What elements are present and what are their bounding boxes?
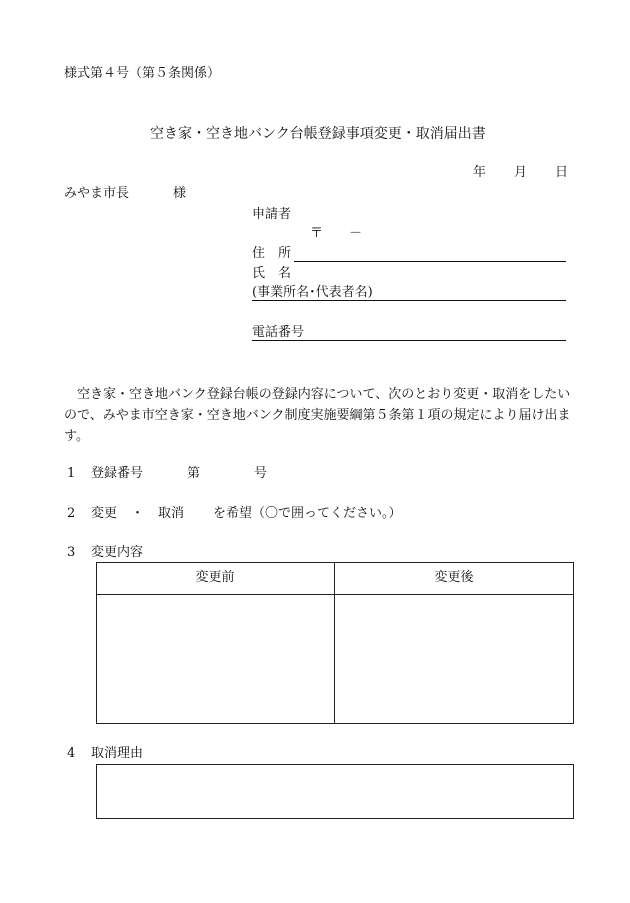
phone-line[interactable]	[252, 340, 566, 341]
phone-label: 電話番号	[252, 325, 305, 340]
item2-cancel[interactable]: 取消	[158, 506, 185, 521]
item2-change[interactable]: 変更	[91, 506, 118, 521]
date-month: 月	[514, 165, 528, 180]
name-line[interactable]	[252, 300, 566, 301]
address-line[interactable]	[294, 261, 566, 262]
body-text: 空き家・空き地バンク登録台帳の登録内容について、次のとおり変更・取消をしたいので、みやま市空き家・空き地バンク制度実施要綱第５条第１項の規定により届け出ます。	[64, 387, 571, 444]
item1-suffix: 号	[254, 466, 268, 481]
after-content-cell[interactable]	[335, 595, 573, 723]
item1-number: 1	[67, 466, 76, 481]
item1-label: 登録番号	[91, 466, 144, 481]
item2-separator: ・	[131, 506, 145, 521]
before-content-cell[interactable]	[97, 595, 333, 723]
col-after-header: 変更後	[434, 570, 474, 585]
form-number: 様式第４号（第５条関係）	[64, 66, 221, 81]
addressee-honorific: 様	[173, 186, 187, 201]
col-before-header: 変更前	[195, 570, 235, 585]
address-label: 住 所	[252, 246, 292, 261]
postal-dash: －	[349, 226, 363, 241]
item2-note: を希望（〇で囲ってください。）	[213, 506, 402, 521]
page-title: 空き家・空き地バンク台帳登録事項変更・取消届出書	[150, 126, 486, 142]
cancel-reason-box[interactable]	[96, 764, 574, 819]
item3-number: 3	[67, 545, 76, 560]
date-day: 日	[555, 165, 569, 180]
business-label: (事業所名･代表者名)	[252, 285, 373, 300]
applicant-heading: 申請者	[252, 207, 292, 222]
item4-number: 4	[67, 746, 76, 761]
item2-number: 2	[67, 506, 76, 521]
item1-prefix: 第	[187, 466, 201, 481]
name-label: 氏 名	[252, 266, 292, 281]
item4-label: 取消理由	[91, 746, 144, 761]
date-year: 年	[473, 165, 487, 180]
item3-label: 変更内容	[91, 545, 144, 560]
addressee-name: みやま市長	[64, 186, 130, 201]
postal-mark: 〒	[310, 226, 324, 241]
